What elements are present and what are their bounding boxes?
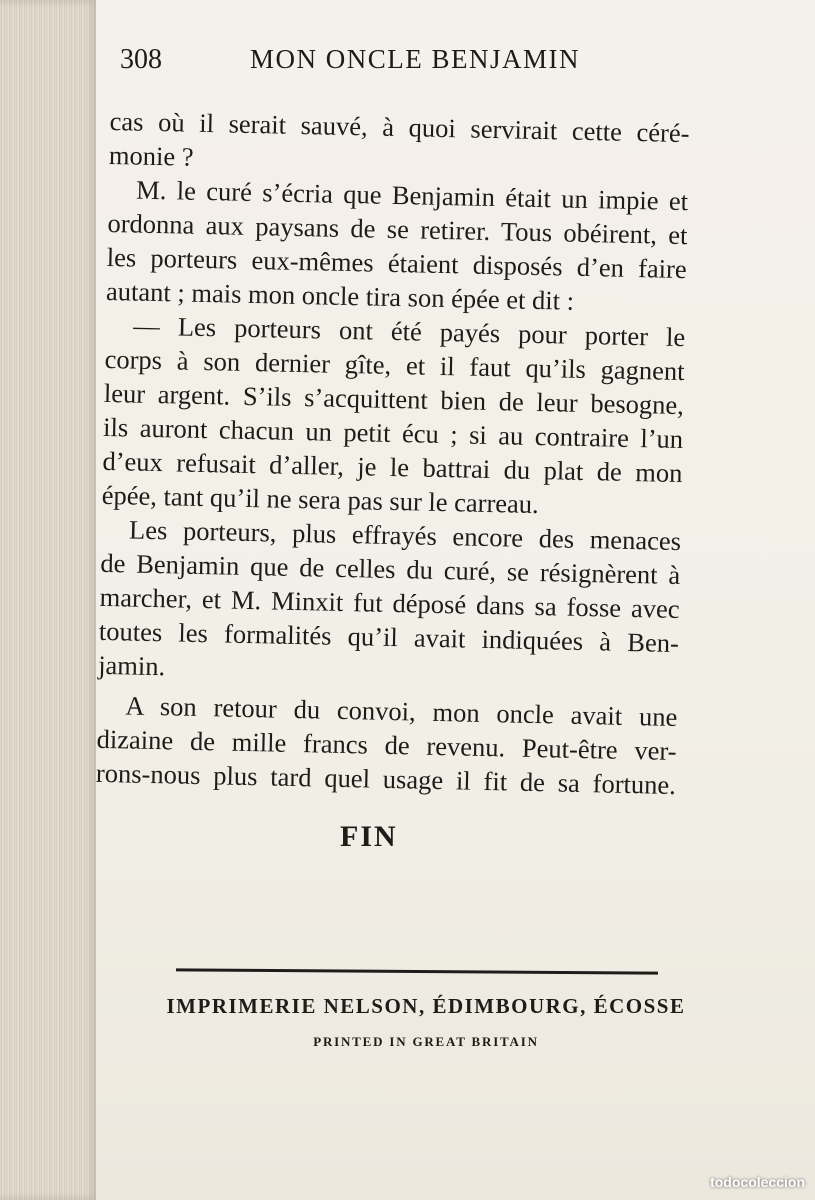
text-line: M. le curé s’écria que Benjamin était un impie et (135, 174, 689, 217)
page-number: 308 (120, 44, 162, 75)
text-line: — Les porteurs ont été payés pour porter le (133, 310, 686, 353)
fin-heading: FIN (340, 820, 398, 853)
text-line: d’eux refusait d’aller, je le battrai du plat de mon (102, 445, 683, 489)
text-line: épée, tant qu’il ne sera pas sur le carreau. (101, 479, 540, 520)
text-line: marcher, et M. Minxit fut déposé dans sa fosse avec (99, 581, 680, 625)
text-line: toutes les formalités qu’il avait indiquées à Ben- (98, 615, 680, 659)
text-line: monie ? (108, 139, 194, 172)
page-edges (0, 0, 110, 1200)
text-line: rons-nous plus tard quel usage il fit de sa fortune. (95, 757, 677, 800)
text-line: les porteurs eux-mêmes étaient disposés d’en faire (106, 241, 687, 285)
text-line: jamin. (97, 649, 166, 682)
printer-imprint: IMPRIMERIE NELSON, ÉDIMBOURG, ÉCOSSE (166, 994, 686, 1018)
running-title: MON ONCLE BENJAMIN (250, 44, 580, 74)
text-line: A son retour du convoi, mon oncle avait une (125, 690, 678, 733)
text-line: de Benjamin que de celles du curé, se résignèrent à (100, 547, 681, 591)
text-line: ordonna aux paysans de se retirer. Tous obéirent, et (107, 207, 688, 251)
body-text (96, 104, 690, 802)
text-line: Les porteurs, plus effrayés encore des menaces (128, 514, 682, 557)
text-line: ils auront chacun un petit écu ; si au contraire l’un (102, 411, 684, 455)
text-line: leur argent. S’ils s’acquittent bien de leur besogne, (103, 377, 685, 421)
printed-in-note: PRINTED IN GREAT BRITAIN (313, 1034, 539, 1049)
text-line: dizaine de mille francs de revenu. Peut-être ver- (96, 723, 677, 767)
watermark: todocoleccion (710, 1174, 805, 1190)
text-line: corps à son dernier gîte, et il faut qu’ils gagnent (104, 343, 685, 387)
text-line: autant ; mais mon oncle tira son épée et dit : (105, 275, 575, 316)
text-line: cas où il serait sauvé, à quoi servirait cette céré- (109, 105, 690, 149)
